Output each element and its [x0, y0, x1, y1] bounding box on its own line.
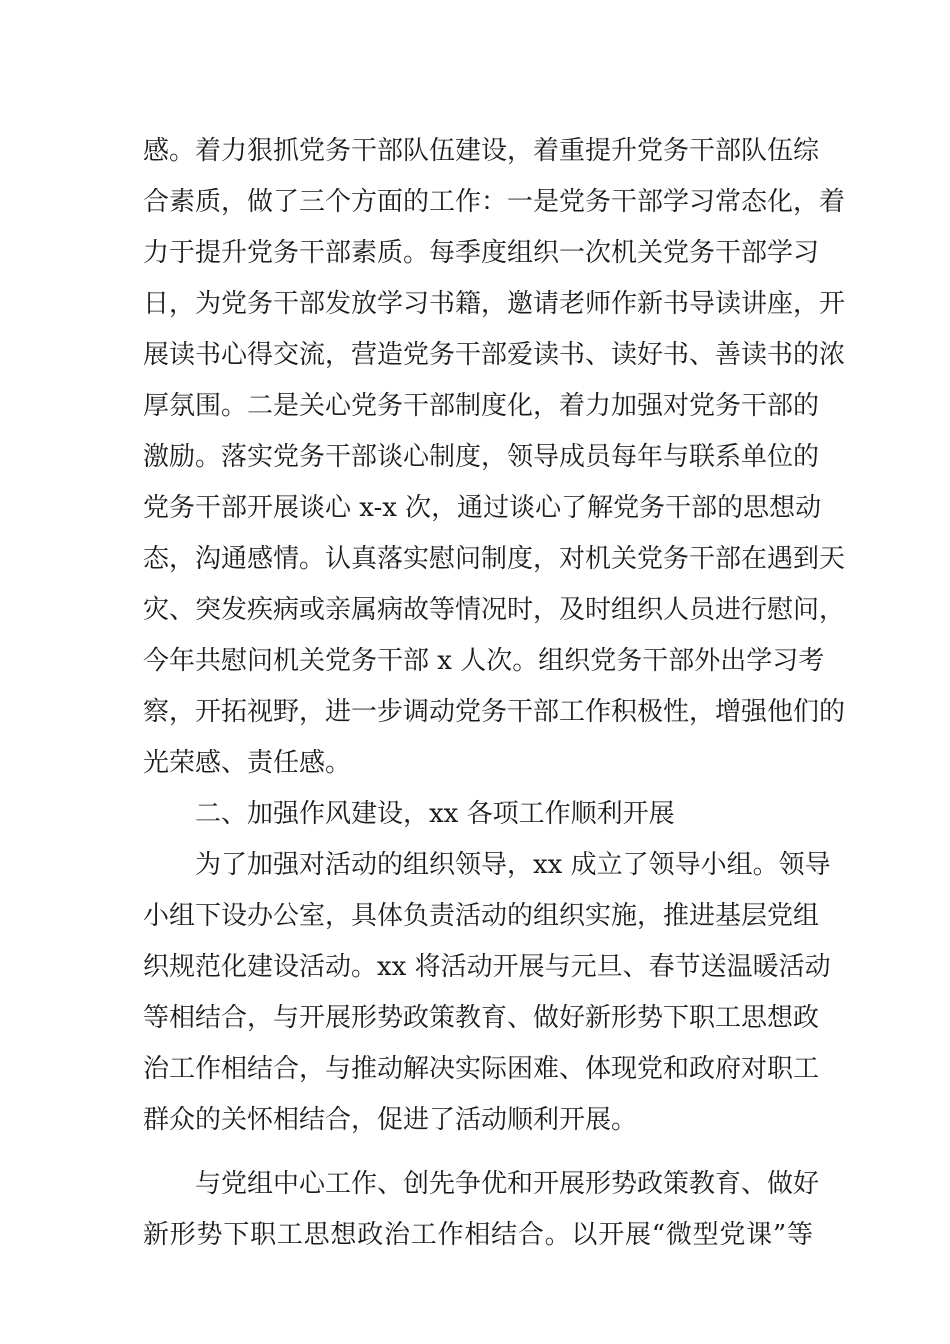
- section-heading: 二、加强作风建设，xx 各项工作顺利开展: [195, 799, 675, 829]
- document-body: [143, 126, 846, 1261]
- paragraph-2-line: 群众的关怀相结合，促进了活动顺利开展。: [143, 1105, 638, 1135]
- paragraph-1-line: 感。着力狠抓党务干部队伍建设，着重提升党务干部队伍综: [143, 136, 820, 166]
- paragraph-1-line: 态，沟通感情。认真落实慰问制度，对机关党务干部在遇到天: [143, 544, 846, 574]
- paragraph-1: [143, 126, 846, 789]
- paragraph-2-line: 等相结合，与开展形势政策教育、做好新形势下职工思想政: [143, 1003, 820, 1033]
- paragraph-2-line: 治工作相结合，与推动解决实际困难、体现党和政府对职工: [143, 1054, 820, 1084]
- paragraph-2-line: 小组下设办公室，具体负责活动的组织实施，推进基层党组: [143, 901, 820, 931]
- paragraph-2-line: 织规范化建设活动。xx 将活动开展与元旦、春节送温暖活动: [143, 952, 831, 982]
- paragraph-2: [143, 840, 831, 1146]
- paragraph-1-line: 合素质，做了三个方面的工作：一是党务干部学习常态化，着: [143, 187, 846, 217]
- paragraph-1-line: 日，为党务干部发放学习书籍，邀请老师作新书导读讲座，开: [143, 289, 846, 319]
- paragraph-1-line: 党务干部开展谈心 x-x 次，通过谈心了解党务干部的思想动: [143, 493, 822, 523]
- paragraph-1-line: 力于提升党务干部素质。每季度组织一次机关党务干部学习: [143, 238, 820, 268]
- paragraph-1-line: 今年共慰问机关党务干部 x 人次。组织党务干部外出学习考: [143, 646, 825, 676]
- paragraph-1-line: 激励。落实党务干部谈心制度，领导成员每年与联系单位的: [143, 442, 820, 472]
- paragraph-2-line: 为了加强对活动的组织领导，xx 成立了领导小组。领导: [195, 850, 831, 880]
- paragraph-3-line: 与党组中心工作、创先争优和开展形势政策教育、做好: [195, 1169, 820, 1199]
- paragraph-1-line: 察，开拓视野，进一步调动党务干部工作积极性，增强他们的: [143, 697, 846, 727]
- paragraph-1-line: 灾、突发疾病或亲属病故等情况时，及时组织人员进行慰问，: [143, 595, 846, 625]
- paragraph-1-line: 厚氛围。二是关心党务干部制度化，着力加强对党务干部的: [143, 391, 820, 421]
- paragraph-3-line: 新形势下职工思想政治工作相结合。以开展“微型党课”等: [143, 1220, 813, 1250]
- paragraph-3: [143, 1159, 820, 1261]
- paragraph-1-line: 光荣感、责任感。: [143, 748, 352, 778]
- paragraph-gap: [143, 1146, 813, 1159]
- paragraph-1-line: 展读书心得交流，营造党务干部爱读书、读好书、善读书的浓: [143, 340, 846, 370]
